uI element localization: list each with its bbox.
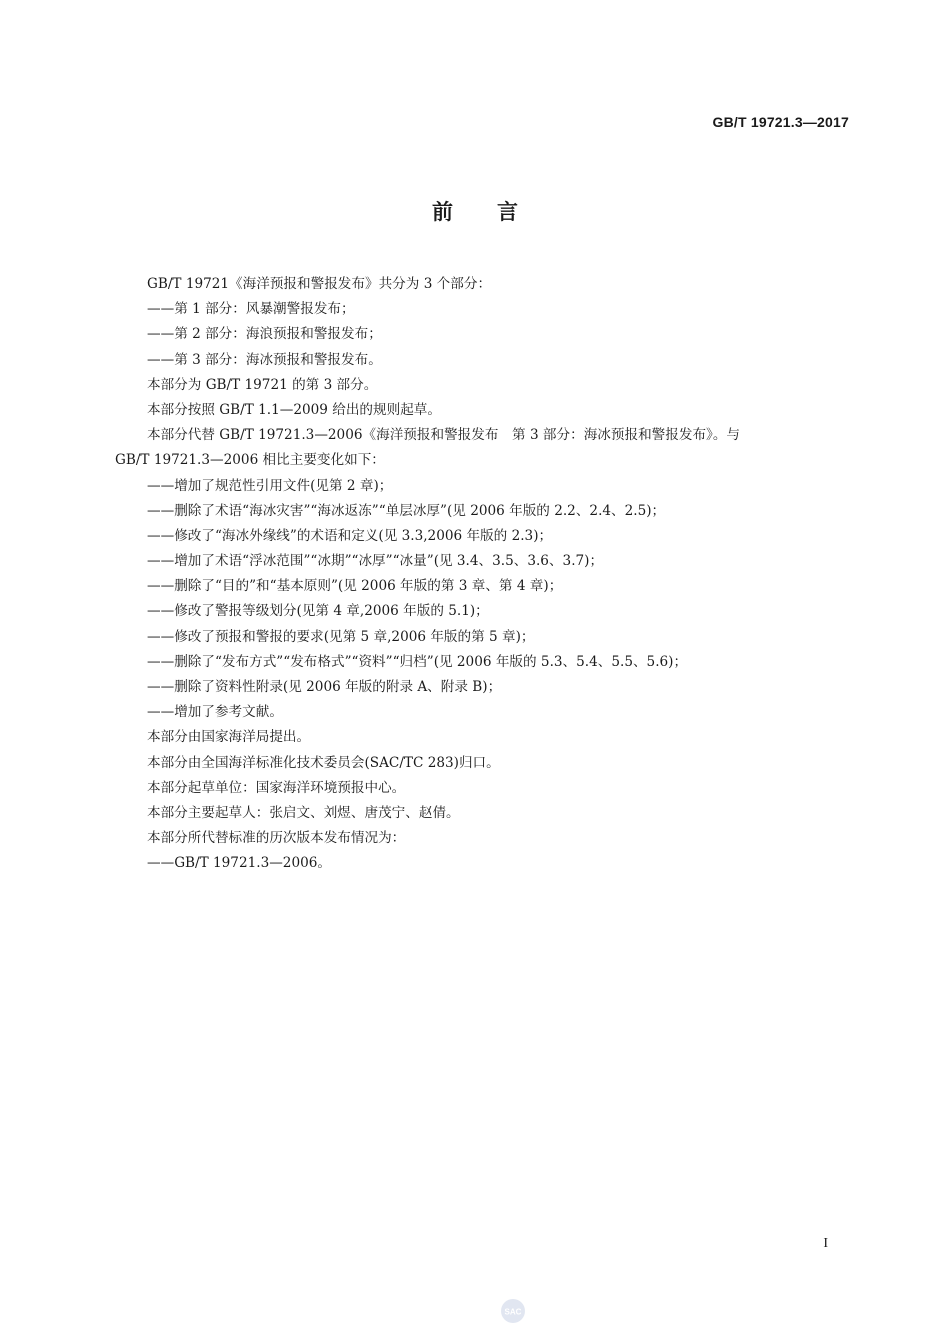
paragraph-line: 本部分所代替标准的历次版本发布情况为： xyxy=(147,830,406,847)
paragraph-line: ——删除了“目的”和“基本原则”(见 2006 年版的第 3 章、第 4 章)； xyxy=(147,578,563,595)
paragraph-line: 本部分起草单位：国家海洋环境预报中心。 xyxy=(147,779,406,796)
paragraph-line: ——GB/T 19721.3—2006。 xyxy=(147,855,332,872)
paragraph-line: GB/T 19721.3—2006 相比主要变化如下： xyxy=(115,452,385,469)
foreword-body xyxy=(115,272,850,877)
page-number: I xyxy=(823,1236,828,1251)
paragraph-line: 本部分按照 GB/T 1.1—2009 给出的规则起草。 xyxy=(147,401,441,418)
section-title: 前言 xyxy=(432,200,562,224)
paragraph-line: ——增加了术语“浮冰范围”“冰期”“冰厚”“冰量”(见 3.4、3.5、3.6、3.7)； xyxy=(147,553,604,570)
sac-watermark-logo xyxy=(500,1298,526,1324)
paragraph-line: ——增加了参考文献。 xyxy=(147,704,283,721)
paragraph-line: ——修改了警报等级划分(见第 4 章,2006 年版的 5.1)； xyxy=(147,603,489,620)
paragraph-line: 本部分代替 GB/T 19721.3—2006《海洋预报和警报发布 第 3 部分：海冰预报和警报发布》。与 xyxy=(147,427,741,444)
paragraph-line: ——修改了预报和警报的要求(见第 5 章,2006 年版的第 5 章)； xyxy=(147,628,535,645)
paragraph-line: 本部分为 GB/T 19721 的第 3 部分。 xyxy=(147,376,378,393)
paragraph-line: GB/T 19721《海洋预报和警报发布》共分为 3 个部分： xyxy=(147,276,492,292)
paragraph-line: 本部分由国家海洋局提出。 xyxy=(147,729,311,746)
standard-code-header: GB/T 19721.3—2017 xyxy=(712,114,849,130)
paragraph-line: 本部分由全国海洋标准化技术委员会(SAC/TC 283)归口。 xyxy=(147,754,500,771)
paragraph-line: ——第 2 部分：海浪预报和警报发布； xyxy=(147,326,382,343)
paragraph-line: ——第 3 部分：海冰预报和警报发布。 xyxy=(147,351,382,368)
paragraph-line: ——删除了“发布方式”“发布格式”“资料”“归档”(见 2006 年版的 5.3、5.4、5.5、5.6)； xyxy=(147,653,688,670)
paragraph-line: ——删除了术语“海冰灾害”“海冰返冻”“单层冰厚”(见 2006 年版的 2.2、2.4、2.5)； xyxy=(147,502,666,519)
paragraph-line: ——第 1 部分：风暴潮警报发布； xyxy=(147,301,355,318)
paragraph-line: ——删除了资料性附录(见 2006 年版的附录 A、附录 B)； xyxy=(147,679,502,695)
paragraph-line: ——修改了“海冰外缘线”的术语和定义(见 3.3,2006 年版的 2.3)； xyxy=(147,527,553,544)
paragraph-line: 本部分主要起草人：张启文、刘煜、唐茂宁、赵倩。 xyxy=(147,804,460,821)
paragraph-line: ——增加了规范性引用文件(见第 2 章)； xyxy=(147,477,393,494)
svg-text:SAC: SAC xyxy=(504,1307,522,1317)
